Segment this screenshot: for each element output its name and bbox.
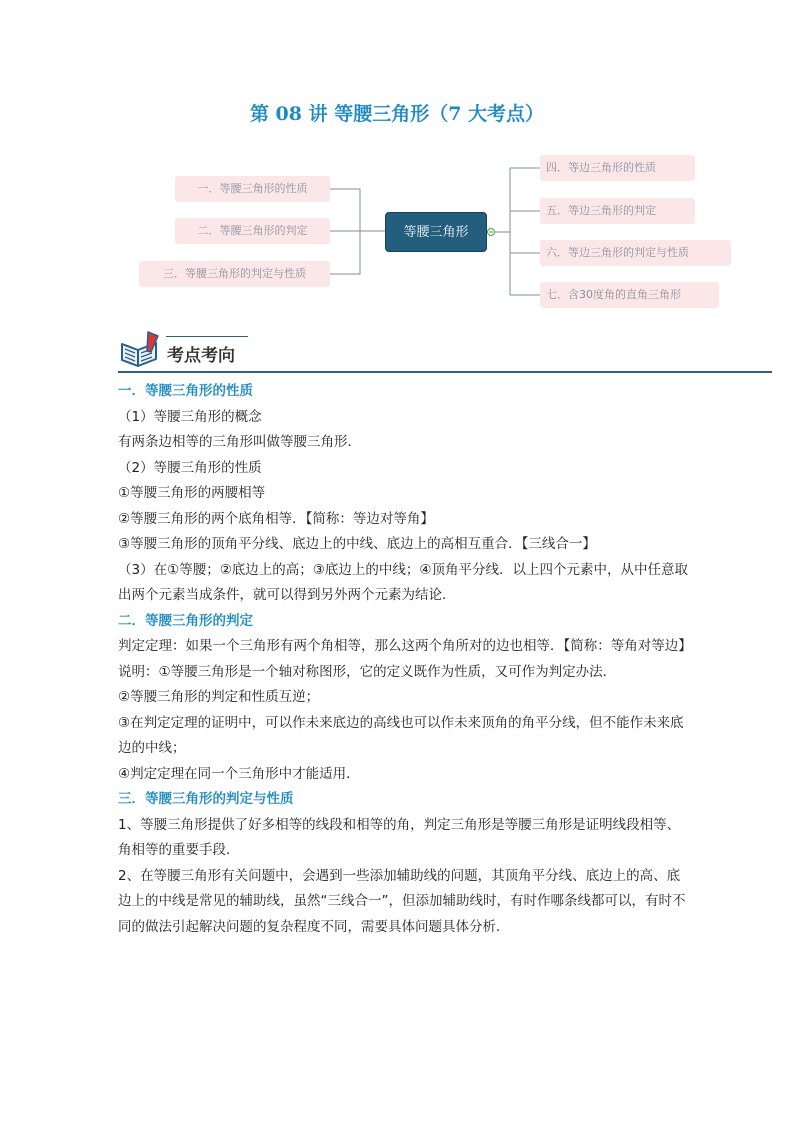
paragraph: ③在判定定理的证明中，可以作未来底边的高线也可以作未来顶角的角平分线，但不能作未来底边的中线； [118, 714, 684, 756]
content-body [118, 379, 692, 940]
section-rule-top [166, 336, 248, 337]
mindmap-node-5: 五．等边三角形的判定 [540, 198, 695, 224]
mindmap-node-7: 七．含30度角的直角三角形 [540, 282, 719, 308]
paragraph: 有两条边相等的三角形叫做等腰三角形． [118, 434, 361, 450]
page-title: 第 08 讲 等腰三角形（7 大考点） [249, 103, 545, 125]
book-icon [118, 330, 162, 368]
paragraph: （3）在①等腰；②底边上的高；③底边上的中线；④顶角平分线．以上四个元素中，从中任意取出两个元素当成条件，就可以得到另外两个元素为结论． [118, 561, 688, 603]
paragraph: ②等腰三角形的两个底角相等．【简称：等边对等角】 [118, 510, 434, 527]
mindmap-center-node: 等腰三角形 [385, 212, 487, 252]
paragraph: （2）等腰三角形的性质 [118, 459, 262, 476]
mindmap-node-4: 四．等边三角形的性质 [540, 155, 695, 181]
mindmap-node-3: 三．等腰三角形的判定与性质 [139, 261, 330, 287]
heading-s2: 二．等腰三角形的判定 [118, 612, 253, 629]
mindmap-node-6: 六．等边三角形的判定与性质 [540, 240, 731, 266]
heading-s3: 三．等腰三角形的判定与性质 [118, 791, 294, 807]
heading-s1: 一．等腰三角形的性质 [118, 383, 253, 399]
paragraph: ①等腰三角形的两腰相等 [118, 485, 266, 501]
paragraph: 说明：①等腰三角形是一个轴对称图形，它的定义既作为性质，又可作为判定办法． [118, 663, 617, 680]
paragraph: 1、等腰三角形提供了好多相等的线段和相等的角，判定三角形是等腰三角形是证明线段相等、角相等的重要手段． [118, 816, 681, 858]
paragraph: 2、在等腰三角形有关问题中，会遇到一些添加辅助线的问题，其顶角平分线、底边上的高、底边上的中线是常见的辅助线，虽然“三线合一”，但添加辅助线时，有时作哪条线都可以，有时不同的做法引起解决问题的复杂程度不同，需要具体问题具体分析． [118, 867, 686, 935]
mindmap-node-1: 一．等腰三角形的性质 [175, 176, 330, 202]
section-title: 考点考向 [167, 346, 235, 366]
paragraph: ④判定定理在同一个三角形中才能适用． [118, 765, 360, 782]
paragraph: 判定定理：如果一个三角形有两个角相等，那么这两个角所对的边也相等．【简称：等角对等边】 [118, 638, 692, 654]
paragraph: ②等腰三角形的判定和性质互逆； [118, 689, 320, 705]
paragraph: （1）等腰三角形的概念 [118, 408, 262, 425]
section-rule [118, 371, 772, 373]
mindmap-node-2: 二．等腰三角形的判定 [175, 218, 330, 244]
paragraph: ③等腰三角形的顶角平分线、底边上的中线、底边上的高相互重合．【三线合一】 [118, 536, 596, 552]
